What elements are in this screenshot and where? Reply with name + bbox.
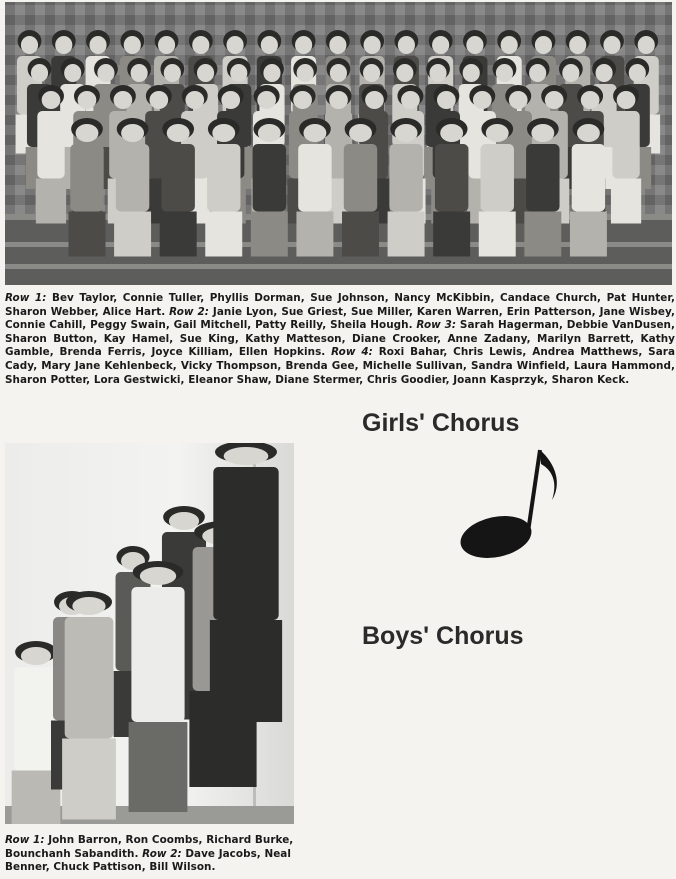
chorus-member-figure (62, 591, 116, 820)
boys-chorus-figures (5, 443, 294, 824)
boys-chorus-caption (5, 834, 301, 875)
row-names: John Barron, Ron Coombs, Richard Burke, Bounchanh Sabandith. (5, 834, 294, 860)
girls-chorus-caption (5, 292, 675, 387)
boys-chorus-photo (5, 443, 294, 824)
chorus-member-figure (129, 561, 188, 812)
row-label: Row 1: (5, 834, 45, 846)
row-label: Row 2: (142, 847, 182, 860)
girls-chorus-figures (5, 2, 672, 285)
row-label: Row 2: (169, 305, 209, 318)
chorus-member-figure (210, 443, 282, 722)
row-label: Row 1: (5, 292, 47, 304)
girls-chorus-photo (5, 2, 672, 285)
row-names: Sarah Hagerman, Debbie VanDusen, Sharon Button, Kay Hamel, Sue King, Kathy Matteson, Diane Crooker, Anne Zadany, Marilyn Barrett, Kathy Gamble, Brenda Ferris, Joyce Killiam, Ellen Hopkins. (5, 319, 676, 359)
row-label: Row 4: (331, 346, 373, 359)
boys-chorus-heading: Boys' Chorus (362, 622, 524, 650)
row-names: Dave Jacobs, Neal Benner, Chuck Pattison, Bill Wilson. (5, 847, 291, 874)
eighth-note-icon (458, 442, 568, 562)
girls-chorus-heading: Girls' Chorus (362, 409, 520, 437)
row-names: Bev Taylor, Connie Tuller, Phyllis Dorman, Sue Johnson, Nancy McKibbin, Candace Church, Pat Hunter, Sharon Webber, Alice Hart. (5, 292, 675, 318)
row-names: Janie Lyon, Sue Griest, Sue Miller, Karen Warren, Erin Patterson, Jane Wisbey, Connie Cahill, Peggy Swain, Gail Mitchell, Patty Reilly, Sheila Hough. (5, 305, 675, 332)
row-names: Roxi Bahar, Chris Lewis, Andrea Matthews, Sara Cady, Mary Jane Kehlenbeck, Vicky Thompson, Brenda Gee, Michelle Sullivan, Sandra Winfield, Laura Hammond, Sharon Potter, Lora Gestwicki, Eleanor Shaw, Diane Stermer, Chris Goodier, Joann Kasprzyk, Sharon Keck. (5, 346, 676, 386)
row-label: Row 3: (416, 319, 457, 332)
